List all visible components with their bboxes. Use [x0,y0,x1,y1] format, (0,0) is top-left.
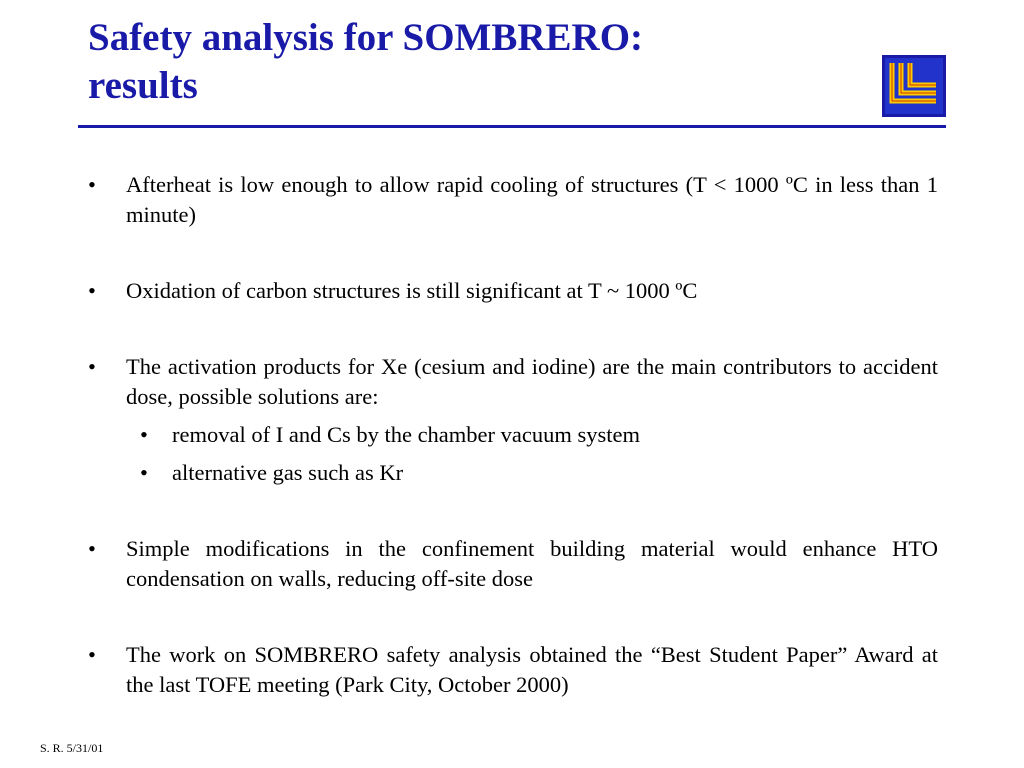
bullet-marker: • [88,278,96,303]
sub-bullet-text: removal of I and Cs by the chamber vacuum system [172,422,640,447]
title-line-1: Safety analysis for SOMBRERO: [88,16,644,59]
bullet-marker: • [88,354,96,379]
bullet-marker: • [88,642,96,667]
bullet-text: Simple modifications in the confinement building material would enhance HTO condensation on walls, reducing off-site dose [126,536,938,591]
bullet-item-confinement [88,534,938,594]
bullet-item-afterheat [88,170,938,230]
footer-date: S. R. 5/31/01 [40,741,104,755]
page-title [88,14,848,110]
sub-bullet-item-gas [88,458,938,488]
bullet-item-activation [88,352,938,412]
bullet-item-award [88,640,938,700]
bullet-list [88,170,938,746]
bullet-marker: • [88,536,96,561]
title-line-2: results [88,64,198,107]
sub-bullet-marker: • [140,422,148,447]
bullet-item-oxidation [88,276,938,306]
sub-bullet-item-removal [88,420,938,450]
bullet-text: The activation products for Xe (cesium and iodine) are the main contributors to accident dose, possible solutions are: [126,354,938,409]
bullet-text: Oxidation of carbon structures is still significant at T ~ 1000 ºC [126,278,698,303]
sub-bullet-marker: • [140,460,148,485]
bullet-marker: • [88,172,96,197]
llnl-logo-icon [882,55,946,117]
title-divider [78,125,946,128]
sub-bullet-text: alternative gas such as Kr [172,460,404,485]
bullet-text: Afterheat is low enough to allow rapid cooling of structures (T < 1000 ºC in less than 1 minute) [126,172,938,227]
bullet-text: The work on SOMBRERO safety analysis obtained the “Best Student Paper” Award at the last TOFE meeting (Park City, October 2000) [126,642,938,697]
